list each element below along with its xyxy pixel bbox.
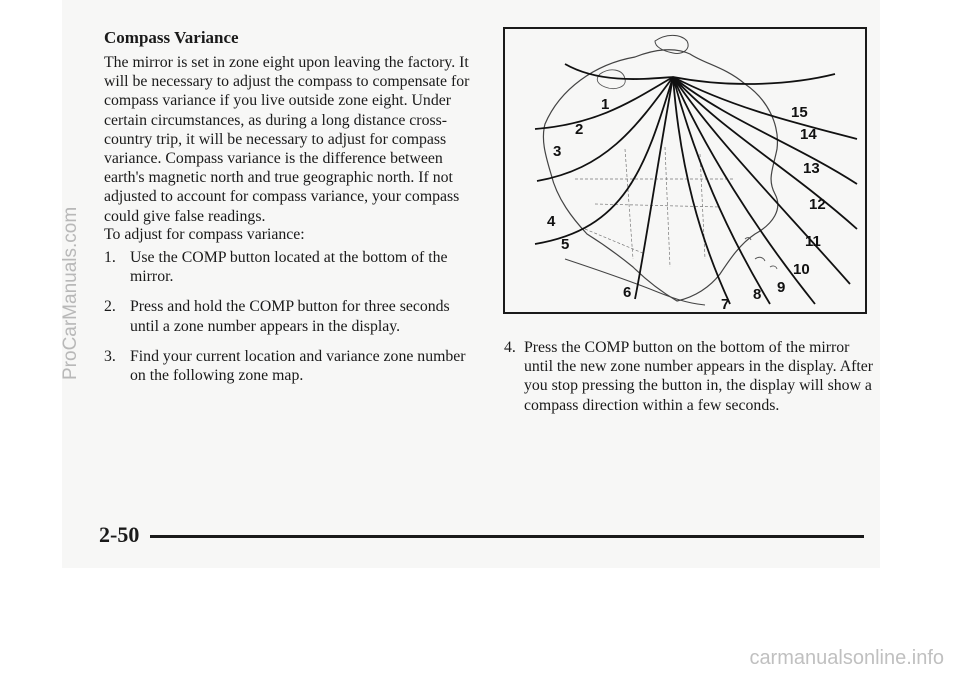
steps-intro: To adjust for compass variance: — [104, 226, 305, 243]
step-text: Use the COMP button located at the bottom of the mirror. — [130, 249, 448, 286]
step-text: Press and hold the COMP button for three seconds until a zone number appears in the display. — [130, 298, 450, 335]
compass-zone-map — [503, 27, 867, 314]
zone-label-6: 6 — [623, 284, 632, 301]
watermark-vertical: ProCarManuals.com — [60, 206, 81, 380]
step-number: 4. — [504, 339, 516, 356]
zone-label-7: 7 — [721, 296, 730, 312]
step-number: 3. — [104, 347, 116, 365]
state-borders — [585, 229, 645, 254]
zone-label-12: 12 — [809, 196, 826, 213]
zone-label-8: 8 — [753, 286, 762, 303]
steps-list — [104, 248, 476, 396]
zone-label-10: 10 — [793, 261, 810, 278]
zone-label-15: 15 — [791, 104, 808, 121]
step-1 — [104, 248, 476, 286]
zone-label-1: 1 — [601, 96, 610, 113]
step-text: Find your current location and variance zone number on the following zone map. — [130, 347, 466, 385]
step-number: 1. — [104, 249, 116, 266]
zone-label-9: 9 — [777, 279, 786, 296]
zone-label-14: 14 — [800, 126, 817, 143]
zone-label-5: 5 — [561, 236, 570, 253]
step-4 — [504, 338, 876, 415]
step-text: Press the COMP button on the bottom of the mirror until the new zone number appears in the display. After you stop pressing the button in, the display will show a compass direction within a few seconds. — [524, 339, 874, 414]
step-3 — [104, 347, 476, 385]
page-number: 2-50 — [99, 522, 140, 547]
section-heading: Compass Variance — [104, 28, 239, 47]
footer-rule — [150, 535, 864, 538]
zone-label-2: 2 — [575, 121, 584, 138]
zone-label-11: 11 — [805, 233, 821, 250]
step-2 — [104, 297, 476, 335]
zone-label-4: 4 — [547, 213, 556, 230]
zone-map-illustration — [505, 29, 865, 312]
watermark-bottom: carmanualsonline.info — [749, 647, 944, 669]
step-number: 2. — [104, 298, 116, 316]
section-paragraph: The mirror is set in zone eight upon leaving the factory. It will be necessary to adjust the compass to compensate for compass variance if you live outside zone eight. Under certain circumstances, as during a long distance cross-country trip, it will be necessary to adjust for compass variance. Compass variance is the difference between earth's magnetic north and true geographic north. If not adjusted to account for compass variance, your compass could give false readings. — [104, 54, 470, 225]
zone-label-3: 3 — [553, 143, 562, 160]
zone-label-13: 13 — [803, 160, 820, 177]
state-borders — [575, 147, 735, 267]
island-marks — [745, 238, 777, 269]
